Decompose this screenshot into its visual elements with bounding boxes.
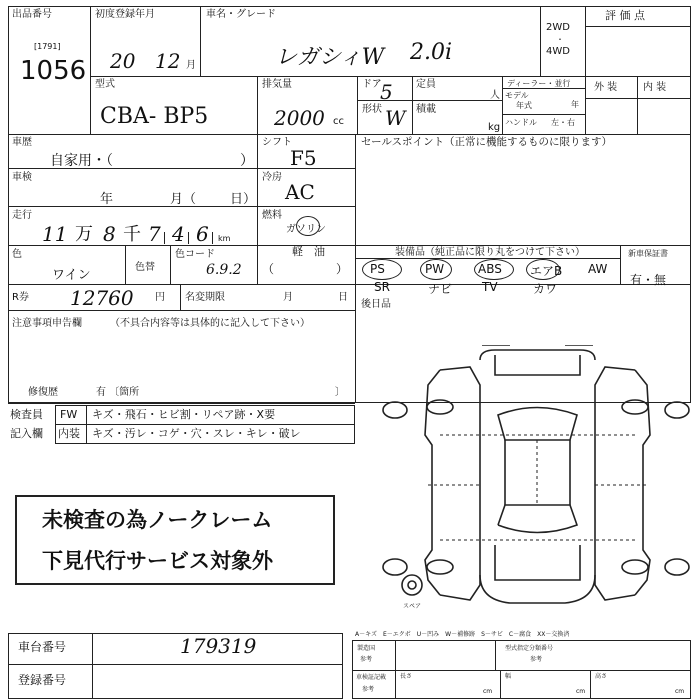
equip-leather: カワ (533, 282, 558, 296)
inspector-label-1: 検査員 (10, 408, 43, 421)
mileage-digit: 4 (172, 222, 185, 246)
handle-options: 左・右 (551, 118, 575, 127)
grid-line (352, 670, 691, 671)
grid-line (55, 424, 355, 425)
load-label: 積載 (416, 104, 436, 115)
repaint-label: 色替 (135, 262, 155, 273)
rating-label: 評 価 点 (605, 9, 645, 22)
grid-line (585, 98, 691, 99)
size-label-2: 参考 (362, 686, 375, 693)
first-reg-month: 12 (155, 49, 181, 73)
height-label: 高さ (595, 673, 608, 680)
equip-ps: PS (370, 262, 385, 276)
displacement-value: 2000 (274, 106, 325, 130)
grid-line (8, 134, 691, 135)
km-unit: km (218, 234, 231, 243)
inspection-label: 車検 (12, 172, 32, 183)
name-grade-label: 車名・グレード (206, 9, 276, 20)
fw-text: キズ・飛石・ヒビ割・リペア跡・X要 (92, 408, 276, 421)
car-name: レガシィW (275, 45, 385, 70)
grid-line (502, 88, 585, 89)
length-label: 長さ (400, 673, 413, 680)
grid-line (395, 640, 396, 699)
grid-line (412, 76, 413, 134)
recycle-label: R券 (12, 292, 29, 303)
digit-divider (212, 232, 213, 244)
interior-check-text: キズ・汚レ・コゲ・穴・スレ・キレ・破レ (92, 427, 301, 440)
equip-abs: ABS (478, 262, 502, 276)
mileage-digit: 8 (103, 222, 116, 246)
color-code-value: 6.9.2 (206, 262, 242, 278)
grid-line (90, 6, 91, 134)
name-change-month: 月 (283, 292, 293, 303)
equip-sr: SR (374, 280, 390, 294)
grid-line (637, 76, 638, 134)
fuel-gasoline: ガソリン (286, 224, 326, 235)
fuel-label: 燃料 (262, 210, 282, 221)
chassis-value: 179319 (180, 634, 257, 658)
equip-pw: PW (425, 262, 445, 276)
name-change-day: 日 (338, 292, 348, 303)
fuel-diesel: 軽 油 (292, 245, 325, 258)
interior-label: 内 装 (643, 82, 667, 93)
grid-line (502, 114, 585, 115)
grid-line (257, 76, 258, 134)
fw-label: FW (60, 408, 78, 421)
mileage-digit: 7 (148, 222, 161, 246)
dealer-label: ディーラー・並行 (507, 79, 571, 88)
width-unit: cm (576, 688, 586, 695)
grid-line (92, 633, 93, 699)
mileage-digit: 11 (42, 222, 68, 246)
grid-line (502, 76, 503, 134)
repair-label: 修復歴 (28, 387, 58, 398)
equipment-label: 装備品（純正品に限り丸をつけて下さい） (395, 247, 585, 258)
inspection-day: 日） (230, 192, 257, 207)
shape-value: W (385, 106, 406, 130)
grid-line (200, 6, 201, 76)
sales-point-label: セールスポイント（正常に機能するものに限ります） (361, 136, 613, 148)
lot-number: 1056 (20, 56, 87, 86)
model-year-label-2: 年式 (516, 101, 532, 110)
history-label: 車歴 (12, 137, 32, 148)
equip-circle-airbag (526, 259, 563, 280)
grid-line (90, 76, 691, 77)
equip-navi: ナビ (428, 282, 453, 296)
car-damage-diagram (380, 345, 690, 620)
model-value: CBA- BP5 (100, 104, 209, 129)
grid-line (8, 664, 343, 665)
aircon-label: 冷房 (262, 172, 282, 183)
maker-label-2: 参考 (360, 656, 373, 663)
fuel-circle (296, 216, 320, 236)
equip-aw: AW (588, 262, 608, 276)
mileage-digit: 6 (196, 222, 209, 246)
notes-sub: （不具合内容等は具体的に記入して下さい） (110, 318, 310, 329)
capacity-unit: 人 (490, 90, 500, 101)
spare-label: スペア (403, 603, 422, 610)
recycle-value: 12760 (70, 286, 134, 310)
model-label: 型式 (95, 79, 115, 90)
mileage-digit: 万 (75, 224, 93, 245)
domestic-label-1: 型式指定分類番号 (505, 645, 554, 652)
history-value: 自家用・（ (50, 153, 113, 169)
repair-value: 有 〔箇所 (96, 387, 140, 398)
equip-airbag: エアB (530, 264, 563, 278)
shift-label: シフト (262, 137, 292, 148)
grid-line (590, 670, 591, 699)
grid-line (495, 640, 496, 670)
inspection-year: 年 (100, 192, 114, 207)
grid-line (355, 134, 356, 284)
digit-divider (188, 232, 189, 244)
lot-code: [1791] (34, 42, 61, 51)
grid-line (8, 284, 691, 285)
chassis-label: 車台番号 (18, 640, 67, 654)
grid-line (355, 245, 691, 246)
notes-label: 注意事項申告欄 (12, 318, 82, 329)
grid-line (357, 100, 502, 101)
lot-label: 出品番号 (12, 9, 52, 20)
month-unit: 月 (186, 60, 196, 71)
first-reg-label: 初度登録年月 (95, 9, 155, 20)
mileage-digit: 千 (123, 224, 141, 245)
grid-line (357, 76, 358, 134)
first-reg-year: 20 (110, 49, 136, 73)
drive-4wd: 4WD (546, 46, 570, 57)
maker-label-1: 製造国 (357, 645, 376, 652)
grid-line (86, 405, 87, 444)
exterior-label: 外 装 (594, 82, 618, 93)
door-value: 5 (380, 80, 393, 104)
grid-line (180, 284, 181, 310)
history-close-paren: ） (240, 153, 254, 169)
grid-line (8, 403, 355, 404)
shift-value: F5 (290, 146, 317, 170)
after-fit-label: 後日品 (361, 299, 391, 310)
fuel-paren-open: （ (262, 262, 275, 276)
grid-line (170, 245, 171, 284)
displacement-label: 排気量 (262, 79, 292, 90)
notice-line-2: 下見代行サービス対象外 (42, 549, 273, 573)
equip-circle-abs (474, 259, 514, 280)
drive-separator: ・ (556, 35, 564, 44)
inspection-month: 月（ (170, 192, 197, 207)
grid-line (355, 284, 356, 403)
grid-line (257, 134, 258, 284)
notice-line-1: 未検査の為ノークレーム (42, 508, 273, 532)
grid-line (620, 245, 621, 284)
year-unit: 年 (571, 100, 579, 109)
grid-line (8, 310, 355, 311)
drive-2wd: 2WD (546, 22, 570, 33)
mileage-label: 走行 (12, 210, 32, 221)
grid-line (585, 26, 691, 27)
warranty-label: 新車保証書 (628, 249, 668, 258)
fuel-paren-close: ） (336, 262, 349, 276)
grid-line (540, 6, 541, 76)
equip-circle-pw (420, 259, 452, 280)
digit-divider (164, 232, 165, 244)
color-value: ワイン (52, 268, 91, 283)
domestic-label-2: 参考 (530, 656, 543, 663)
repair-close: 〕 (335, 387, 345, 398)
damage-legend: A－キズ E－エクボ U－凹み W－補修跡 S－サビ C－腐食 XX－交換済 (355, 631, 570, 638)
equip-tv: TV (482, 280, 498, 294)
interior-check-label: 内装 (58, 427, 80, 440)
shape-label: 形状 (362, 104, 382, 115)
cc-unit: cc (333, 116, 344, 127)
grid-line (125, 245, 126, 284)
load-unit: kg (488, 122, 501, 133)
color-code-label: 色コード (175, 249, 215, 260)
height-unit: cm (675, 688, 685, 695)
equip-circle-ps (362, 259, 402, 280)
recycle-unit: 円 (155, 292, 165, 303)
handle-label: ハンドル (505, 118, 537, 127)
color-label: 色 (12, 249, 22, 260)
car-grade: 2.0i (410, 40, 453, 65)
length-unit: cm (483, 688, 493, 695)
grid-line (500, 670, 501, 699)
model-year-label: モデル (505, 91, 529, 100)
name-change-label: 名変期限 (185, 292, 225, 303)
reg-label: 登録番号 (18, 673, 67, 687)
warranty-value: 有・無 (630, 273, 667, 287)
aircon-value: AC (285, 180, 315, 204)
capacity-label: 定員 (416, 79, 436, 90)
door-label: ドア (362, 79, 382, 90)
inspector-label-2: 記入欄 (10, 427, 43, 440)
size-label-1: 車検証記載 (356, 674, 387, 681)
width-label: 幅 (505, 673, 512, 680)
